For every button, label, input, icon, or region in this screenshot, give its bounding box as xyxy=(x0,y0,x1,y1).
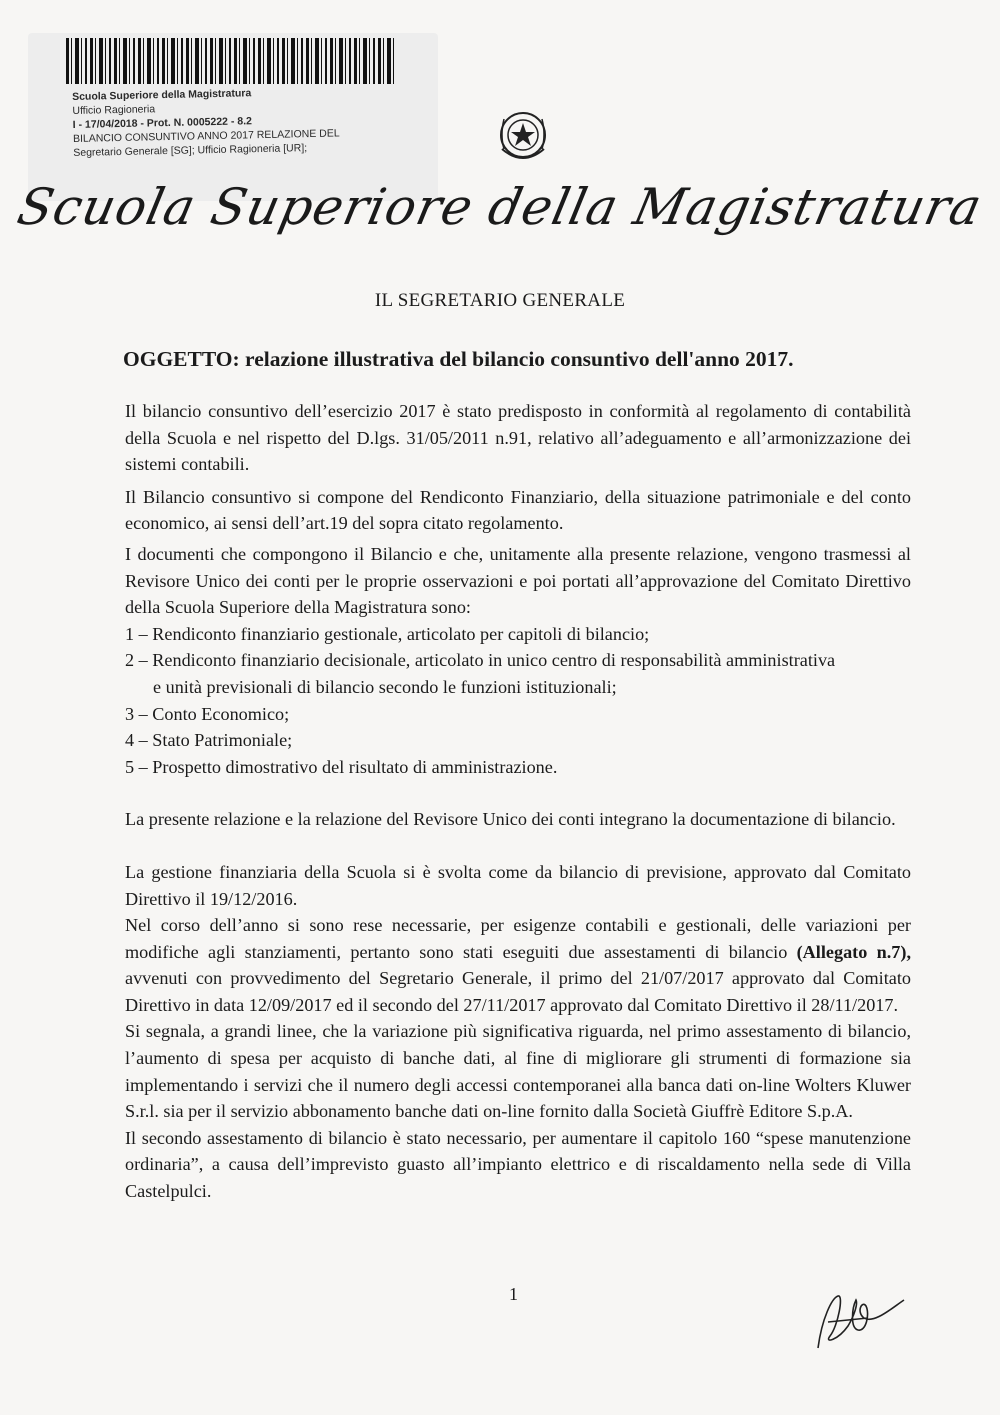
page-number: 1 xyxy=(509,1284,518,1304)
republic-emblem-icon xyxy=(494,105,552,167)
list-item-3: 3 – Conto Economico; xyxy=(125,703,290,724)
label-office: Ufficio Ragioneria xyxy=(72,103,156,117)
paragraph-6-part-b: avvenuti con provvedimento del Segretario Generale, il primo del 21/07/2017 approvato dal Comitato Direttivo in data 12/09/2017 ed il secondo del 27/11/2017 approvato dal Comitato Direttivo il 28/11/2017. xyxy=(125,968,911,1015)
list-item-4: 4 – Stato Patrimoniale; xyxy=(125,730,293,751)
paragraph-6 xyxy=(125,912,911,1018)
attachment-reference: (Allegato n.7), xyxy=(796,941,911,962)
body-text xyxy=(125,398,911,1205)
paragraph-5: La gestione finanziaria della Scuola si è svolta come da bilancio di previsione, approvato dal Comitato Direttivo il 19/12/2016. xyxy=(125,861,911,909)
bleed-through-text xyxy=(560,120,564,147)
paragraph-4: La presente relazione e la relazione del Revisore Unico dei conti integrano la documentazione di bilancio. xyxy=(125,809,896,830)
label-recipients: Segretario Generale [SG]; Ufficio Ragioneria [UR]; xyxy=(73,142,308,159)
secretary-title: IL SEGRETARIO GENERALE xyxy=(374,290,626,311)
paragraph-2: Il Bilancio consuntivo si compone del Rendiconto Finanziario, della situazione patrimoniale e del conto economico, ai sensi dell’art.19 del sopra citato regolamento. xyxy=(125,486,911,534)
paragraph-7: Si segnala, a grandi linee, che la variazione più significativa riguarda, nel primo assestamento di bilancio, l’aumento di spesa per acquisto di banche dati, al fine di migliorare gli strumenti di formazione sia implementando i servizi che il numero degli accessi contemporanei alla banca dati on-line Wolters Kluwer S.r.l. sia per il servizio abbonamento banche dati on-line fornito dalla Società Giuffrè Editore S.p.A. xyxy=(125,1021,911,1122)
school-name-heading: Scuola Superiore della Magistratura xyxy=(12,178,988,236)
paragraph-6-part-a: Nel corso dell’anno si sono rese necessarie, per esigenze contabili e gestionali, delle variazioni per modifiche agli stanziamenti, pertanto sono stati eseguiti due assestamenti di bilancio xyxy=(125,915,911,962)
paragraph-8: Il secondo assestamento di bilancio è stato necessario, per aumentare il capitolo 160 “spese manutenzione ordinaria”, a causa dell’imprevisto guasto all’impianto elettrico e di riscaldamento nella sede di Villa Castelpulci. xyxy=(125,1127,911,1202)
list-item-5: 5 – Prospetto dimostrativo del risultato di amministrazione. xyxy=(125,756,558,777)
barcode-icon xyxy=(66,38,396,84)
label-subject: BILANCIO CONSUNTIVO ANNO 2017 RELAZIONE DEL xyxy=(72,127,340,145)
label-protocol-number: I - 17/04/2018 - Prot. N. 0005222 - 8.2 xyxy=(72,115,253,131)
signature-icon xyxy=(808,1278,908,1358)
subject-line: OGGETTO: relazione illustrativa del bilancio consuntivo dell'anno 2017. xyxy=(123,347,794,371)
list-item-1: 1 – Rendiconto finanziario gestionale, articolato per capitoli di bilancio; xyxy=(125,623,650,644)
label-institution: Scuola Superiore della Magistratura xyxy=(72,87,252,103)
paragraph-1: Il bilancio consuntivo dell’esercizio 2017 è stato predisposto in conformità al regolamento di contabilità della Scuola e nel rispetto del D.lgs. 31/05/2011 n.91, relativo all’adeguamento e all’armonizzazione dei sistemi contabili. xyxy=(125,401,911,475)
paragraph-3: I documenti che compongono il Bilancio e che, unitamente alla presente relazione, vengono trasmessi al Revisore Unico dei conti per le proprie osservazioni e poi portati all’approvazione del Comitato Direttivo della Scuola Superiore della Magistratura sono: xyxy=(125,543,911,618)
list-item-2: 2 – Rendiconto finanziario decisionale, articolato in unico centro di responsabilità amministrativa xyxy=(125,650,836,671)
protocol-label-text xyxy=(72,82,433,160)
list-item-2-continued: e unità previsionali di bilancio secondo le funzioni istituzionali; xyxy=(153,676,617,697)
